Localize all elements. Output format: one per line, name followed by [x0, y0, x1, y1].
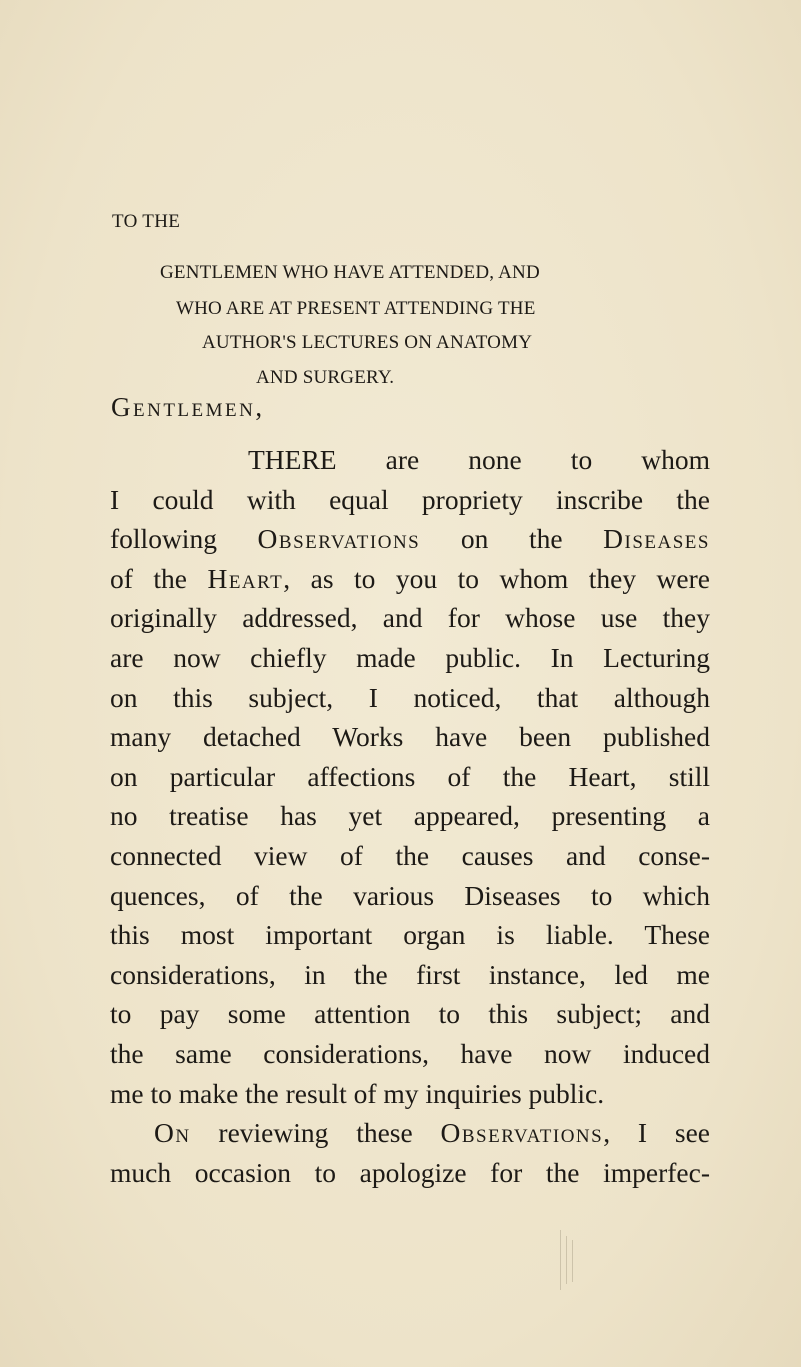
paragraph-2-line-2: much occasion to apologize for the imperfec-: [110, 1156, 710, 1188]
scan-mark: [572, 1240, 573, 1282]
paragraph-1-line-4: [110, 559, 710, 599]
text-run: reviewing these: [190, 1117, 441, 1149]
paragraph-1-line-17: me to make the result of my inquiries public.: [110, 1077, 605, 1109]
paragraph-1-line-15: to pay some attention to this subject; and: [110, 998, 710, 1030]
small-caps-run: Observations: [440, 1117, 604, 1149]
paragraph-1-line-13: this most important organ is liable. These: [110, 919, 710, 951]
paragraph-1-line-12: quences, of the various Diseases to which: [110, 879, 710, 911]
paragraph-1-line-5: originally addressed, and for whose use they: [110, 602, 710, 634]
dedication-line-2: WHO ARE AT PRESENT ATTENDING THE: [176, 298, 536, 319]
paragraph-1-line-1: THERE are none to whom: [248, 444, 710, 475]
text-run: on the: [420, 523, 604, 555]
paragraph-1-line-11: connected view of the causes and conse-: [110, 839, 710, 871]
salutation: Gentlemen,: [111, 392, 265, 422]
paragraph-2-line-1: [110, 1113, 710, 1153]
paragraph-1-line-16: the same considerations, have now induced: [110, 1037, 710, 1069]
small-caps-run: Observations: [257, 523, 421, 555]
dedication-line-4: AND SURGERY.: [256, 367, 395, 388]
dedication-to: TO THE: [112, 211, 181, 232]
small-caps-run: Heart: [207, 562, 284, 594]
small-caps-run: Diseases: [603, 523, 710, 555]
paragraph-1-line-7: on this subject, I noticed, that although: [110, 681, 710, 713]
paragraph-1-line-9: on particular affections of the Heart, still: [110, 760, 710, 792]
dedication-line-3: AUTHOR'S LECTURES ON ANATOMY: [202, 332, 533, 353]
scan-mark: [566, 1236, 567, 1284]
small-caps-run: On: [154, 1117, 191, 1149]
text-run: , I see: [603, 1117, 710, 1149]
text-run: following: [110, 523, 258, 555]
body-text: [110, 440, 710, 1192]
paragraph-1-line-6: are now chiefly made public. In Lecturing: [110, 641, 710, 673]
dedication-line-1: GENTLEMEN WHO HAVE ATTENDED, AND: [160, 262, 540, 283]
paragraph-1-line-3: [110, 519, 710, 559]
paragraph-1-line-2: I could with equal propriety inscribe the: [110, 483, 710, 515]
text-run: of the: [110, 562, 208, 594]
paragraph-1-line-10: no treatise has yet appeared, presenting a: [110, 800, 710, 832]
paragraph-1-line-8: many detached Works have been published: [110, 721, 710, 753]
scan-mark: [560, 1230, 561, 1290]
text-run: , as to you to whom they were: [283, 562, 710, 594]
paragraph-1-line-14: considerations, in the first instance, led me: [110, 958, 710, 990]
